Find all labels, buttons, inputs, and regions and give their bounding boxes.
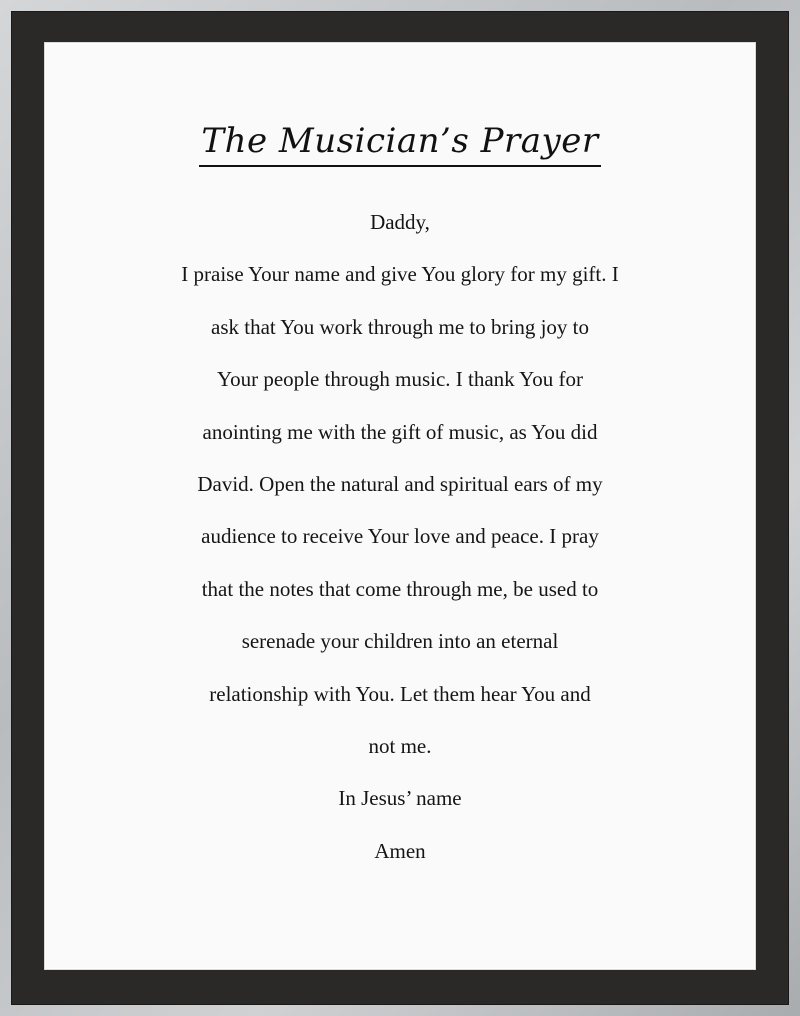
prayer-sheet	[44, 42, 756, 970]
title-block	[45, 123, 755, 167]
prayer-line: ask that You work through me to bring joy to	[211, 314, 589, 339]
prayer-title: The Musician’s Prayer	[199, 123, 600, 167]
prayer-line: audience to receive Your love and peace. I pray	[201, 524, 599, 549]
prayer-line: relationship with You. Let them hear You and	[209, 681, 591, 706]
prayer-line: that the notes that come through me, be used to	[201, 576, 599, 601]
prayer-line: Daddy,	[370, 210, 430, 234]
prayer-line: In Jesus’ name	[338, 786, 462, 811]
prayer-line: not me.	[368, 734, 432, 759]
prayer-line: Amen	[374, 838, 426, 863]
prayer-line: David. Open the natural and spiritual ears of my	[197, 472, 603, 497]
frame-mat	[11, 11, 789, 1005]
prayer-line: anointing me with the gift of music, as You did	[202, 419, 598, 444]
prayer-line: serenade your children into an eternal	[241, 629, 559, 654]
prayer-body	[45, 196, 755, 877]
prayer-line: I praise Your name and give You glory for my gift. I	[181, 262, 619, 287]
prayer-line: Your people through music. I thank You for	[217, 367, 583, 392]
